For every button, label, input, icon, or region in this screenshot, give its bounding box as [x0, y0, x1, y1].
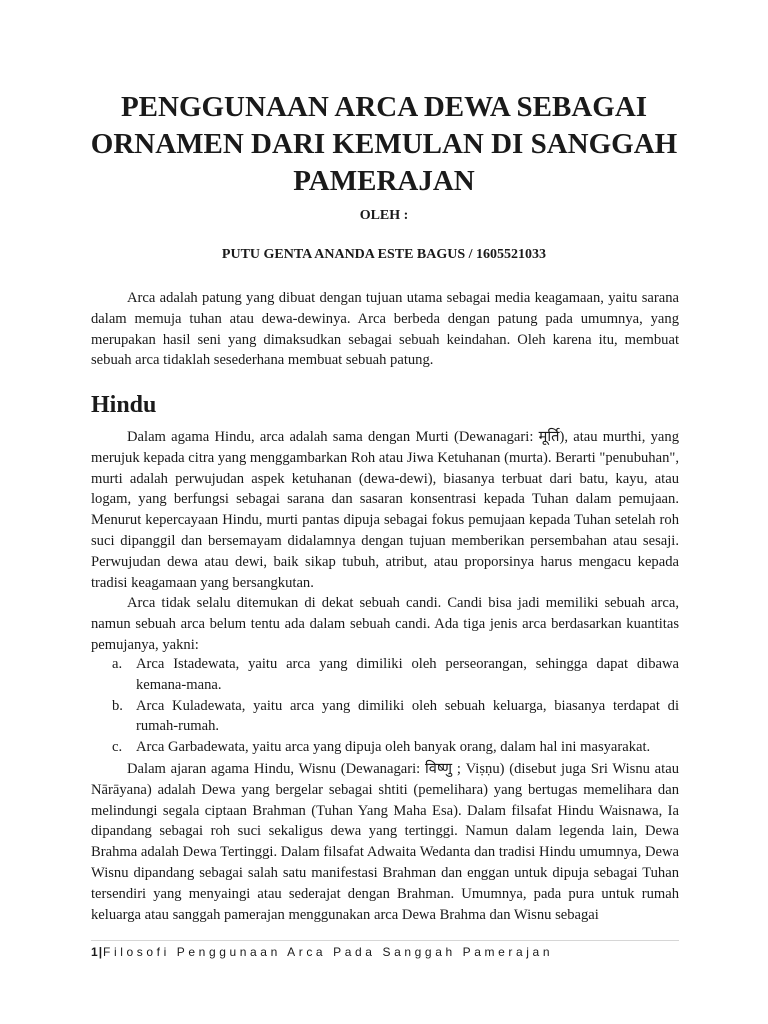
list-item-text: Arca Garbadewata, yaitu arca yang dipuja oleh banyak orang, dalam hal ini masyarakat.: [136, 739, 651, 756]
list-item: [91, 654, 679, 696]
footer-divider: [91, 940, 679, 941]
list-item-text: Arca Kuladewata, yaitu arca yang dimiliki oleh sebuah keluarga, biasanya terdapat di rumah-rumah.: [136, 697, 679, 735]
document-title: PENGGUNAAN ARCA DEWA SEBAGAI ORNAMEN DARI KEMULAN DI SANGGAH PAMERAJAN: [90, 91, 678, 197]
arca-types-list: [91, 654, 679, 758]
list-item: [91, 696, 679, 738]
page-number: 1: [91, 945, 99, 959]
list-marker: b.: [112, 697, 123, 714]
page-footer: [91, 944, 553, 960]
byline-label: OLEH :: [359, 208, 409, 223]
list-item-text: Arca Istadewata, yaitu arca yang dimiliki oleh perseorangan, sehingga dapat dibawa kemana-mana.: [136, 656, 679, 693]
hindu-paragraph-3: Dalam ajaran agama Hindu, Wisnu (Dewanagari: विष्णु ; Viṣṇu) (disebut juga Sri Wisnu atau Nārāyana) adalah Dewa yang bergelar sebagai shtiti (pemelihara) yang bertugas memelihara dan melindungi segala ciptaan Brahman (Tuhan Yang Maha Esa). Dalam filsafat Hindu Waisnawa, Ia dipandang sebagai roh suci sekaligus dewa yang tertinggi. Namun dalam legenda lain, Dewa Brahma adalah Dewa Tertinggi. Dalam filsafat Adwaita Wedanta dan tradisi Hindu umumnya, Dewa Wisnu dipandang sebagai salah satu manifestasi Brahman dan enggan untuk dipuja sebagai Tuhan tersendiri yang menyaingi atau sederajat dengan Brahman. Umumnya, pada pura untuk rumah keluarga atau sanggah pamerajan menggunakan arca Dewa Brahma dan Wisnu sebagai: [91, 761, 679, 923]
footer-text: Filosofi Penggunaan Arca Pada Sanggah Pamerajan: [103, 945, 554, 959]
intro-paragraph: Arca adalah patung yang dibuat dengan tujuan utama sebagai media keagamaan, yaitu sarana dalam memuja tuhan atau dewa-dewinya. Arca berbeda dengan patung pada umumnya, yang merupakan hasil seni yang dimaksudkan sebagai sebuah keindahan. Oleh karena itu, membuat sebuah arca tidaklah sesederhana membuat sebuah patung.: [91, 290, 679, 369]
footer-separator: |: [98, 945, 104, 959]
list-marker: a.: [112, 656, 123, 672]
hindu-paragraph-1: Dalam agama Hindu, arca adalah sama dengan Murti (Dewanagari: मूर्ति), atau murthi, yang merujuk kepada citra yang menggambarkan Roh atau Jiwa Ketuhanan (murta). Berarti "penubuhan", murti adalah perwujudan aspek ketuhanan (dewa-dewi), biasanya terbuat dari batu, kayu, atau logam, yang berfungsi sebagai sarana dan sasaran konsentrasi kepada Tuhan dalam pemujaan. Menurut kepercayaan Hindu, murti pantas dipuja sebagai fokus pemujaan kepada Tuhan setelah roh suci dipanggil dan bersemayam didalamnya dengan tujuan memberikan persembahan atau sesaji. Perwujudan dewa atau dewi, baik sikap tubuh, atribut, atau proporsinya harus mengacu kepada tradisi keagamaan yang bersangkutan.: [91, 429, 679, 591]
hindu-paragraph-2: Arca tidak selalu ditemukan di dekat sebuah candi. Candi bisa jadi memiliki sebuah arca, namun sebuah arca belum tentu ada dalam sebuah candi. Ada tiga jenis arca berdasarkan kuantitas pemujanya, yakni:: [91, 595, 679, 653]
section-heading: Hindu: [91, 392, 157, 418]
list-marker: c.: [112, 739, 123, 756]
list-item: [91, 737, 679, 758]
author-line: PUTU GENTA ANANDA ESTE BAGUS / 1605521033: [221, 247, 547, 262]
